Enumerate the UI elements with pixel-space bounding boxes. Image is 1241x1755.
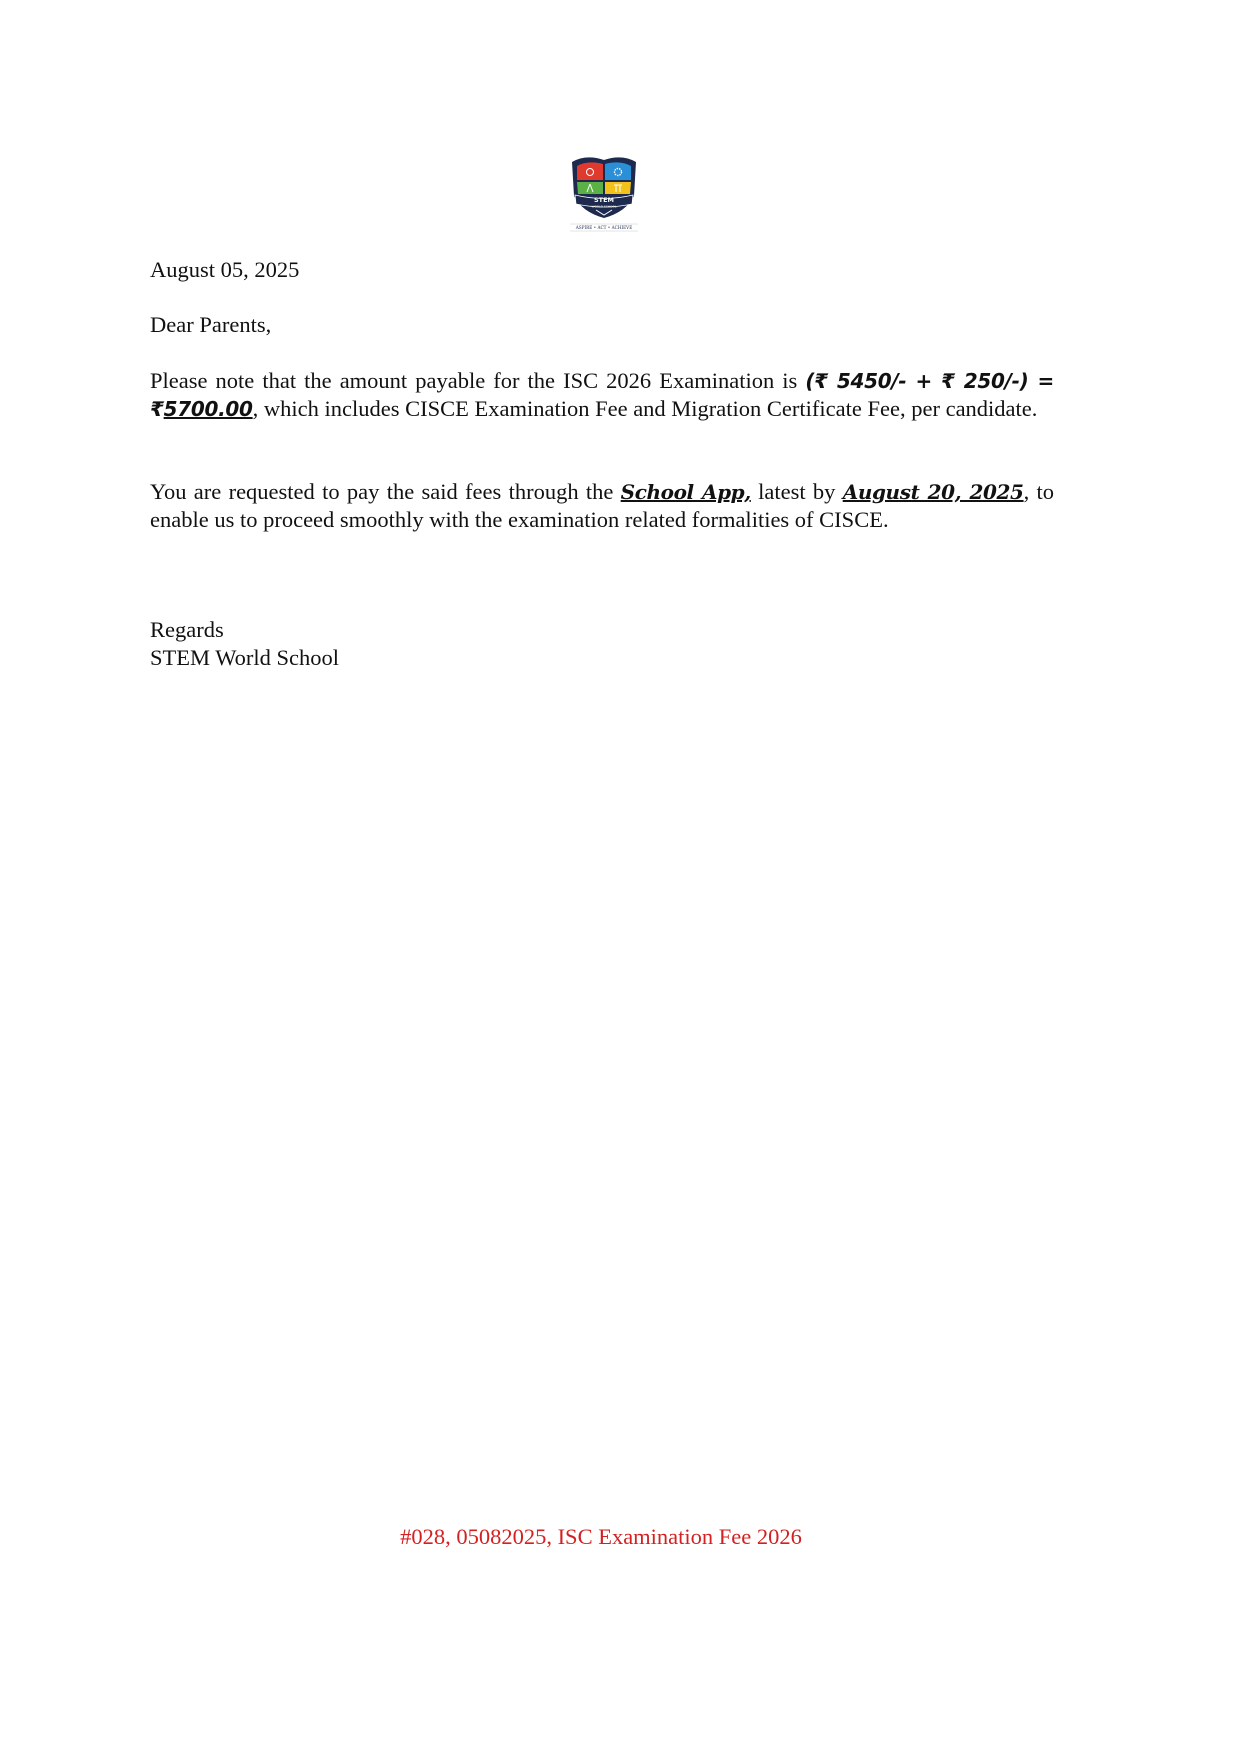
stem-shield-icon [566, 152, 642, 232]
svg-text:WORLD SCHOOL: WORLD SCHOOL [591, 204, 617, 209]
payment-middle-text: latest by [750, 479, 843, 504]
payment-deadline: August 20, 2025 [842, 480, 1024, 504]
svg-text:ASPIRE • ACT • ACHIEVE: ASPIRE • ACT • ACHIEVE [575, 225, 633, 230]
letter-date: August 05, 2025 [150, 257, 300, 282]
fee-intro-text: Please note that the amount payable for the ISC 2026 Examination is [150, 368, 806, 393]
circular-reference: #028, 05082025, ISC Examination Fee 2026 [400, 1524, 802, 1549]
fee-breakdown: (₹ 5450/- + ₹ 250/-) = ₹ [150, 369, 1054, 421]
payment-intro-text: You are requested to pay the said fees through the [150, 479, 621, 504]
school-logo [566, 152, 642, 232]
fee-description: , which includes CISCE Examination Fee and Migration Certificate Fee, per candidate. [252, 396, 1038, 421]
svg-text:STEM: STEM [593, 196, 615, 204]
fee-paragraph [150, 367, 1054, 423]
salutation: Dear Parents, [150, 312, 272, 337]
payment-channel: School App, [620, 480, 751, 504]
signature: STEM World School [150, 645, 340, 670]
payment-purpose-text: , to enable us to proceed smoothly with the examination related formalities of CISCE. [150, 479, 1054, 532]
payment-paragraph [150, 478, 1054, 534]
closing: Regards [150, 617, 224, 642]
fee-total: 5700.00 [163, 397, 253, 421]
